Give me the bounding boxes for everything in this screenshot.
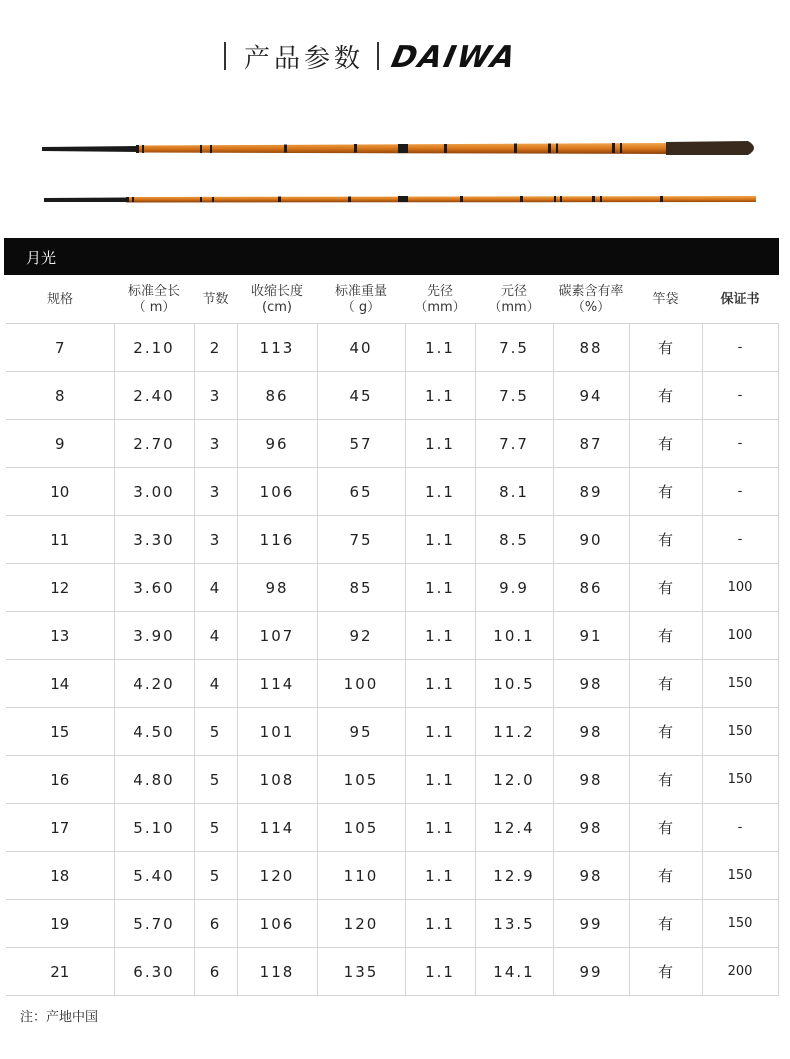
col-butt-diameter-cell: 14.1 (475, 948, 553, 996)
header-text: （ g） (341, 299, 381, 315)
col-tip-diameter-cell: 1.1 (405, 708, 475, 756)
col-weight-cell: 110 (317, 852, 405, 900)
col-sections-cell: 6 (194, 948, 237, 996)
col-tip-diameter-cell: 1.1 (405, 900, 475, 948)
col-tip-diameter-cell: 1.1 (405, 564, 475, 612)
col-sections-cell: 4 (194, 564, 237, 612)
col-sections-cell: 5 (194, 804, 237, 852)
header-text: 先径 (426, 283, 453, 299)
col-model-cell: 13 (6, 612, 114, 660)
series-name: 月光 (26, 249, 57, 267)
col-closed-length-cell: 106 (237, 468, 317, 516)
col-tip-diameter-cell: 1.1 (405, 420, 475, 468)
col-tip-diameter-cell: 1.1 (405, 468, 475, 516)
table-row (6, 324, 778, 372)
col-warranty-cell: - (702, 372, 778, 420)
col-closed-length-cell: 86 (237, 372, 317, 420)
col-weight-cell: 75 (317, 516, 405, 564)
col-model-cell: 21 (6, 948, 114, 996)
col-butt-diameter-cell: 12.4 (475, 804, 553, 852)
table-row (6, 900, 778, 948)
col-weight-cell: 95 (317, 708, 405, 756)
col-carbon-content-cell: 86 (553, 564, 629, 612)
col-model-cell: 19 (6, 900, 114, 948)
col-sections-cell: 6 (194, 900, 237, 948)
header-text: 碳素含有率 (558, 283, 624, 299)
col-model-cell: 17 (6, 804, 114, 852)
col-sections-cell: 3 (194, 516, 237, 564)
col-length-cell: 2.70 (114, 420, 194, 468)
col-weight-header (317, 276, 405, 324)
col-carbon-content-cell: 88 (553, 324, 629, 372)
col-warranty-cell: - (702, 804, 778, 852)
col-butt-diameter-cell: 7.5 (475, 324, 553, 372)
col-carbon-content-cell: 90 (553, 516, 629, 564)
col-warranty-cell: 100 (702, 564, 778, 612)
col-tip-diameter-cell: 1.1 (405, 660, 475, 708)
col-carbon-content-cell: 99 (553, 948, 629, 996)
table-row (6, 516, 778, 564)
col-rod-bag-cell: 有 (629, 372, 702, 420)
table-row (6, 708, 778, 756)
col-sections-header (194, 276, 237, 324)
col-butt-diameter-cell: 12.0 (475, 756, 553, 804)
brand-logo: DAIWA (388, 40, 521, 75)
table-row (6, 804, 778, 852)
col-model-cell: 7 (6, 324, 114, 372)
col-weight-cell: 135 (317, 948, 405, 996)
col-sections-cell: 4 (194, 612, 237, 660)
col-rod-bag-cell: 有 (629, 420, 702, 468)
col-tip-diameter-cell: 1.1 (405, 516, 475, 564)
col-weight-cell: 57 (317, 420, 405, 468)
col-weight-cell: 105 (317, 756, 405, 804)
col-model-cell: 9 (6, 420, 114, 468)
col-closed-length-cell: 114 (237, 660, 317, 708)
col-rod-bag-cell: 有 (629, 948, 702, 996)
header-text: （mm） (414, 299, 466, 315)
col-length-cell: 4.50 (114, 708, 194, 756)
col-length-cell: 3.00 (114, 468, 194, 516)
col-butt-diameter-cell: 12.9 (475, 852, 553, 900)
table-header-row (6, 276, 778, 324)
table-row (6, 372, 778, 420)
col-sections-cell: 5 (194, 852, 237, 900)
header-text: 收缩长度 (250, 283, 303, 299)
col-butt-diameter-cell: 8.5 (475, 516, 553, 564)
section-header (4, 238, 779, 275)
col-length-cell: 4.80 (114, 756, 194, 804)
col-warranty-cell: 150 (702, 756, 778, 804)
col-warranty-cell: - (702, 468, 778, 516)
header-text: （ m） (132, 299, 176, 315)
col-butt-diameter-cell: 9.9 (475, 564, 553, 612)
col-rod-bag-cell: 有 (629, 852, 702, 900)
col-closed-length-cell: 118 (237, 948, 317, 996)
table-row (6, 468, 778, 516)
table-body (6, 324, 778, 996)
header-text: 规格 (46, 291, 73, 307)
col-carbon-content-cell: 87 (553, 420, 629, 468)
col-butt-diameter-cell: 10.1 (475, 612, 553, 660)
col-length-cell: 6.30 (114, 948, 194, 996)
rod-assembled (42, 141, 754, 155)
col-rod-bag-cell: 有 (629, 900, 702, 948)
col-warranty-cell: - (702, 516, 778, 564)
col-warranty-cell: 150 (702, 900, 778, 948)
header-text: 节数 (202, 291, 229, 307)
col-rod-bag-cell: 有 (629, 564, 702, 612)
col-closed-length-cell: 116 (237, 516, 317, 564)
col-model-cell: 11 (6, 516, 114, 564)
col-rod-bag-cell: 有 (629, 756, 702, 804)
col-model-cell: 15 (6, 708, 114, 756)
table-row (6, 612, 778, 660)
col-closed-length-cell: 120 (237, 852, 317, 900)
col-sections-cell: 3 (194, 372, 237, 420)
col-tip-diameter-cell: 1.1 (405, 852, 475, 900)
col-warranty-cell: 150 (702, 708, 778, 756)
col-carbon-content-cell: 98 (553, 660, 629, 708)
col-warranty-cell: 150 (702, 660, 778, 708)
col-model-header (6, 276, 114, 324)
col-sections-cell: 2 (194, 324, 237, 372)
spec-table (6, 276, 779, 996)
col-tip-diameter-cell: 1.1 (405, 756, 475, 804)
page-header (0, 38, 790, 78)
col-carbon-content-cell: 98 (553, 708, 629, 756)
col-length-cell: 4.20 (114, 660, 194, 708)
col-length-cell: 5.10 (114, 804, 194, 852)
col-model-cell: 12 (6, 564, 114, 612)
col-closed-length-cell: 108 (237, 756, 317, 804)
col-tip-diameter-cell: 1.1 (405, 324, 475, 372)
footnote: 注：产地中国 (20, 1010, 99, 1025)
col-warranty-cell: 200 (702, 948, 778, 996)
col-rod-bag-cell: 有 (629, 324, 702, 372)
col-model-cell: 10 (6, 468, 114, 516)
col-length-cell: 3.30 (114, 516, 194, 564)
col-butt-diameter-cell: 7.5 (475, 372, 553, 420)
col-carbon-content-cell: 94 (553, 372, 629, 420)
col-length-cell: 2.10 (114, 324, 194, 372)
col-closed-length-cell: 106 (237, 900, 317, 948)
col-weight-cell: 120 (317, 900, 405, 948)
col-butt-diameter-header (475, 276, 553, 324)
col-weight-cell: 100 (317, 660, 405, 708)
col-sections-cell: 3 (194, 420, 237, 468)
header-text: 标准全长 (127, 283, 180, 299)
col-weight-cell: 105 (317, 804, 405, 852)
col-closed-length-cell: 96 (237, 420, 317, 468)
col-closed-length-cell: 101 (237, 708, 317, 756)
col-rod-bag-cell: 有 (629, 468, 702, 516)
header-text: (cm) (262, 299, 292, 315)
col-length-cell: 2.40 (114, 372, 194, 420)
header-text: 标准重量 (334, 283, 387, 299)
col-tip-diameter-header (405, 276, 475, 324)
table-row (6, 852, 778, 900)
col-closed-length-cell: 107 (237, 612, 317, 660)
col-butt-diameter-cell: 7.7 (475, 420, 553, 468)
header-text: 竿袋 (652, 291, 679, 307)
col-carbon-content-cell: 91 (553, 612, 629, 660)
col-weight-cell: 65 (317, 468, 405, 516)
col-weight-cell: 92 (317, 612, 405, 660)
header-text: （mm） (488, 299, 540, 315)
table-row (6, 564, 778, 612)
col-weight-cell: 45 (317, 372, 405, 420)
col-sections-cell: 3 (194, 468, 237, 516)
table-row (6, 948, 778, 996)
col-closed-length-cell: 98 (237, 564, 317, 612)
col-length-header (114, 276, 194, 324)
col-length-cell: 3.90 (114, 612, 194, 660)
col-tip-diameter-cell: 1.1 (405, 804, 475, 852)
divider (377, 42, 379, 70)
col-length-cell: 3.60 (114, 564, 194, 612)
col-weight-cell: 40 (317, 324, 405, 372)
col-warranty-cell: - (702, 324, 778, 372)
col-carbon-content-cell: 89 (553, 468, 629, 516)
col-butt-diameter-cell: 10.5 (475, 660, 553, 708)
header-text: 元径 (500, 283, 527, 299)
col-tip-diameter-cell: 1.1 (405, 948, 475, 996)
col-model-cell: 18 (6, 852, 114, 900)
col-tip-diameter-cell: 1.1 (405, 372, 475, 420)
col-carbon-content-cell: 98 (553, 852, 629, 900)
table-row (6, 420, 778, 468)
col-model-cell: 8 (6, 372, 114, 420)
page-title: 产品参数 (244, 44, 365, 74)
col-warranty-cell: 150 (702, 852, 778, 900)
col-closed-length-cell: 114 (237, 804, 317, 852)
col-rod-bag-cell: 有 (629, 612, 702, 660)
col-butt-diameter-cell: 11.2 (475, 708, 553, 756)
product-image (0, 130, 790, 220)
rod-full-length (44, 196, 756, 203)
col-model-cell: 14 (6, 660, 114, 708)
col-carbon-content-cell: 99 (553, 900, 629, 948)
header-text: （%） (571, 299, 611, 315)
col-closed-length-header (237, 276, 317, 324)
col-weight-cell: 85 (317, 564, 405, 612)
col-butt-diameter-cell: 13.5 (475, 900, 553, 948)
header-text: 保证书 (720, 291, 760, 307)
col-sections-cell: 5 (194, 708, 237, 756)
col-length-cell: 5.40 (114, 852, 194, 900)
col-rod-bag-cell: 有 (629, 660, 702, 708)
col-sections-cell: 4 (194, 660, 237, 708)
col-sections-cell: 5 (194, 756, 237, 804)
col-warranty-header (702, 276, 778, 324)
col-rod-bag-cell: 有 (629, 804, 702, 852)
col-closed-length-cell: 113 (237, 324, 317, 372)
col-carbon-content-header (553, 276, 629, 324)
col-warranty-cell: 100 (702, 612, 778, 660)
col-length-cell: 5.70 (114, 900, 194, 948)
divider (224, 42, 226, 70)
col-warranty-cell: - (702, 420, 778, 468)
col-rod-bag-header (629, 276, 702, 324)
col-rod-bag-cell: 有 (629, 708, 702, 756)
col-carbon-content-cell: 98 (553, 804, 629, 852)
col-tip-diameter-cell: 1.1 (405, 612, 475, 660)
table-row (6, 660, 778, 708)
col-rod-bag-cell: 有 (629, 516, 702, 564)
table-row (6, 756, 778, 804)
col-carbon-content-cell: 98 (553, 756, 629, 804)
col-butt-diameter-cell: 8.1 (475, 468, 553, 516)
col-model-cell: 16 (6, 756, 114, 804)
